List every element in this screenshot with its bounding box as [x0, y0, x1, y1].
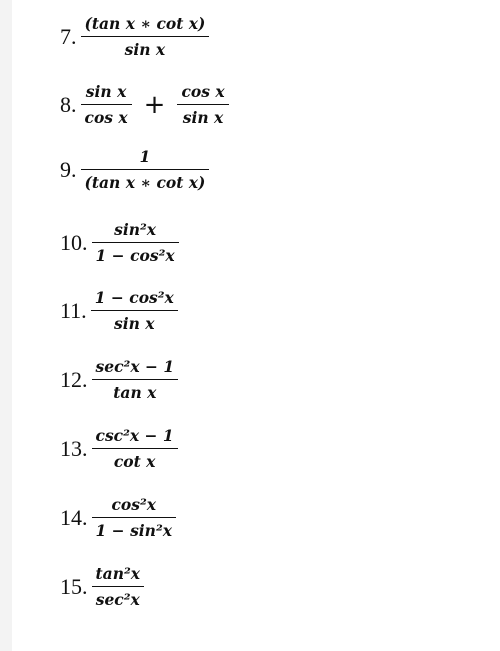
- problem-15: [60, 564, 144, 610]
- fraction: [92, 495, 176, 541]
- numerator: csc²x − 1: [95, 426, 174, 445]
- numerator: sec²x − 1: [95, 357, 175, 376]
- denominator: (tan x ∗ cot x): [84, 173, 206, 193]
- denominator: 1 − sin²x: [95, 521, 172, 541]
- problem-number: 14.: [60, 505, 88, 531]
- numerator: cos²x: [111, 495, 157, 514]
- denominator: sin x: [113, 314, 155, 334]
- fraction: [92, 357, 179, 403]
- denominator: sin x: [182, 108, 224, 128]
- fraction: [91, 288, 178, 334]
- numerator: 1: [139, 147, 151, 166]
- denominator: cos x: [84, 108, 128, 128]
- denominator: sin x: [124, 40, 166, 60]
- problem-number: 8.: [60, 92, 77, 118]
- problem-7: [60, 14, 209, 60]
- problem-number: 15.: [60, 574, 88, 600]
- problem-number: 13.: [60, 436, 88, 462]
- fraction: [92, 426, 178, 472]
- problem-13: [60, 426, 178, 472]
- denominator: tan x: [113, 383, 157, 403]
- denominator: sec²x: [95, 590, 140, 610]
- problem-9: [60, 147, 209, 193]
- plus-operator: +: [143, 90, 166, 121]
- denominator: cot x: [113, 452, 156, 472]
- numerator: sin²x: [114, 220, 157, 239]
- problem-number: 10.: [60, 230, 88, 256]
- numerator: (tan x ∗ cot x): [84, 14, 206, 33]
- numerator: sin x: [85, 82, 127, 101]
- denominator: 1 − cos²x: [95, 246, 175, 266]
- fraction: [81, 82, 132, 128]
- fraction: [92, 564, 145, 610]
- problem-number: 11.: [60, 298, 87, 324]
- fraction: [81, 14, 210, 60]
- problem-10: [60, 220, 179, 266]
- problem-11: [60, 288, 178, 334]
- worksheet-page: [12, 0, 500, 651]
- problem-8: [60, 82, 229, 128]
- problem-number: 7.: [60, 24, 77, 50]
- numerator: 1 − cos²x: [94, 288, 174, 307]
- fraction: [81, 147, 210, 193]
- numerator: cos x: [181, 82, 225, 101]
- problem-number: 12.: [60, 367, 88, 393]
- numerator: tan²x: [95, 564, 141, 583]
- problem-number: 9.: [60, 157, 77, 183]
- problem-14: [60, 495, 176, 541]
- fraction: [177, 82, 228, 128]
- fraction: [92, 220, 179, 266]
- problem-12: [60, 357, 178, 403]
